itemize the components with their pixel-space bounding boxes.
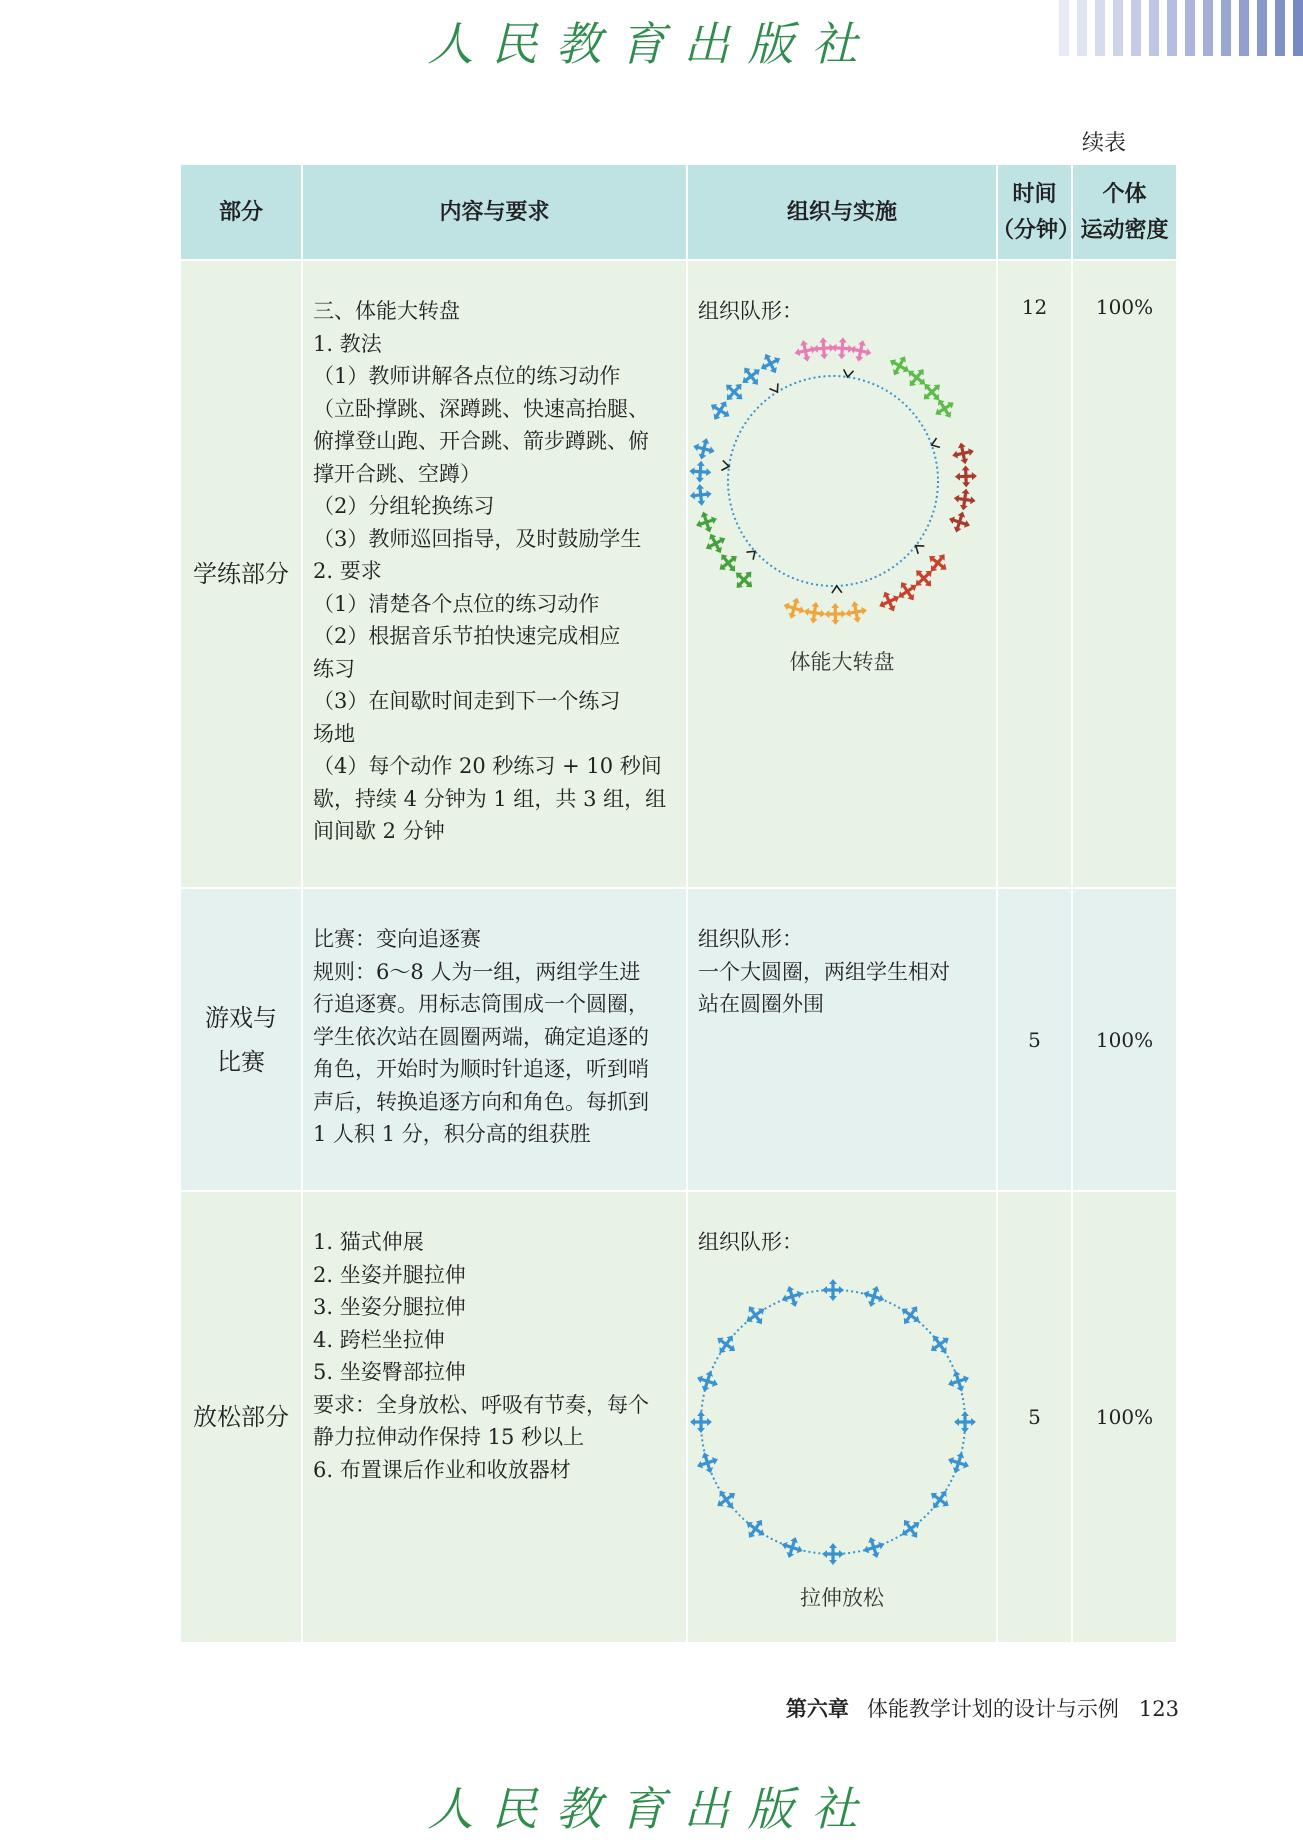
student-marker-icon [892,576,923,607]
text-line: 角色，开始时为顺时针追逐，听到哨 [313,1057,649,1081]
student-marker-icon [693,508,721,536]
text-line: 行追逐赛。用标志筒围成一个圆圈， [313,992,649,1016]
text-line: 撑开合跳、空蹲） [313,461,481,486]
header-time-line1: 时间 [1012,181,1057,207]
table-header-row [181,165,1177,260]
student-marker-icon [711,1484,742,1515]
header-stripes [1013,0,1303,56]
stripe [1257,0,1267,56]
student-marker-icon [778,1283,806,1311]
text-line: 站在圆圈外围 [698,992,824,1016]
row2-part-line1: 游戏与 [205,1003,277,1032]
page-footer [786,1693,1179,1723]
row2-org-lines [698,923,988,1021]
student-marker-icon [802,600,827,625]
stripe [1131,0,1141,56]
student-marker-icon [780,594,807,621]
student-marker-icon [690,1411,712,1433]
student-marker-icon [860,1534,888,1562]
row3-density: 100% [1072,1191,1177,1643]
text-line: 2. 要求 [313,559,382,583]
stripe [1275,0,1285,56]
footer-chapter: 第六章 [785,1696,849,1721]
stripe [1167,0,1177,56]
text-line: 场地 [313,721,355,746]
text-line: 3. 坐姿分腿拉伸 [313,1295,466,1319]
student-marker-icon [756,349,786,379]
header-density [1072,165,1177,260]
text-line: 三、体能大转盘 [313,299,460,323]
row1-org [687,260,997,888]
header-content: 内容与要求 [302,165,687,260]
text-line: 一个大圆圈，两组学生相对 [698,959,950,984]
table-row [181,260,1177,888]
row2-content-lines [313,923,676,1151]
student-marker-icon [792,338,818,364]
table-row [181,888,1177,1191]
text-line: （3）教师巡回指导，及时鼓励学生 [313,526,642,551]
text-line: 静力拉伸动作保持 15 秒以上 [313,1425,585,1449]
student-marker-icon [694,1367,722,1395]
student-marker-icon [705,395,735,425]
stripe [1185,0,1195,56]
student-marker-icon [740,1300,771,1331]
text-line: 学生依次站在圆圈两端，确定追逐的 [313,1024,649,1049]
text-line: 1. 猫式伸展 [313,1230,424,1254]
student-marker-icon [694,1449,722,1477]
text-line: 规则：6～8 人为一组，两组学生进 [313,959,641,984]
publisher-logo-bottom: 人民教育出版社 [427,1782,876,1836]
direction-arrow-icon [832,586,842,593]
student-marker-icon [740,1513,771,1544]
student-marker-icon [822,1279,844,1301]
stripe [1293,0,1303,56]
student-marker-icon [945,1449,973,1477]
row2-part-line2: 比赛 [217,1047,265,1076]
student-marker-icon [689,460,712,483]
dotted-circle-path [728,376,938,586]
text-line: 练习 [313,656,355,681]
stripe [1095,0,1105,56]
publisher-logo-top: 人民教育出版社 [427,17,876,71]
table-row [181,1191,1177,1643]
row1-part: 学练部分 [181,260,302,888]
stripe [1113,0,1123,56]
student-marker-icon [822,1543,844,1565]
text-line: （2）分组轮换练习 [313,494,495,518]
stripe [1077,0,1087,56]
text-line: 5. 坐姿臀部拉伸 [313,1360,466,1384]
turntable-caption: 体能大转盘 [789,650,895,674]
text-line: 间间歇 2 分钟 [313,819,445,843]
row2-time: 5 [997,888,1072,1191]
student-marker-icon [924,1329,955,1360]
row3-org-label: 组织队形： [698,1230,803,1254]
header-part: 部分 [181,165,302,260]
student-marker-icon [860,1283,888,1311]
lesson-plan-table [181,165,1178,1644]
text-line: 组织队形： [698,927,803,951]
student-marker-icon [945,1367,973,1395]
text-line: （4）每个动作 20 秒练习 + 10 秒间 [313,754,662,778]
row3-content-lines [313,1226,676,1486]
text-line: （立卧撑跳、深蹲跳、快速高抬腿、 [313,396,649,421]
text-line: 俯撑登山跑、开合跳、箭步蹲跳、俯 [313,429,649,453]
student-marker-icon [843,599,868,624]
student-marker-icon [895,1300,926,1331]
stripe [1239,0,1249,56]
text-line: 要求：全身放松、呼吸有节奏，每个 [313,1392,649,1417]
row3-time: 5 [997,1191,1072,1643]
student-marker-icon [954,1411,976,1433]
dotted-circle-path [701,1290,965,1554]
turntable-formation-diagram [688,336,998,626]
row2-content [302,888,687,1191]
stripe [1059,0,1069,56]
header-time-line2: （分钟） [992,217,1081,243]
student-marker-icon [950,440,976,466]
row2-org [687,888,997,1191]
student-marker-icon [929,393,959,423]
text-line: （1）教师讲解各点位的练习动作 [313,364,621,388]
student-marker-icon [946,508,974,536]
text-line: 歇，持续 4 分钟为 1 组，共 3 组，组 [313,786,667,811]
student-marker-icon [689,483,713,507]
row1-content-lines [313,295,676,848]
direction-arrow-icon [769,383,781,394]
stretch-formation-diagram [688,1277,998,1567]
stripe [1149,0,1159,56]
header-density-line1: 个体 [1102,181,1147,207]
row3-content [302,1191,687,1643]
student-marker-icon [875,587,904,616]
row3-org [687,1191,997,1643]
student-marker-icon [824,603,846,625]
text-line: 1 人积 1 分，积分高的组获胜 [313,1122,591,1146]
stripe [1203,0,1213,56]
footer-title: 体能教学计划的设计与示例 [866,1697,1119,1721]
row1-density: 100% [1072,260,1177,888]
student-marker-icon [955,465,978,488]
text-line: 4. 跨栏坐拉伸 [313,1327,445,1352]
text-line: 1. 教法 [313,331,382,356]
student-marker-icon [778,1534,806,1562]
row3-part: 放松部分 [181,1191,302,1643]
text-line: 6. 布置课后作业和收放器材 [313,1457,571,1482]
stretch-caption: 拉伸放松 [800,1586,884,1610]
student-marker-icon [895,1513,926,1544]
student-marker-icon [701,529,731,559]
text-line: 2. 坐姿并腿拉伸 [313,1262,466,1287]
row1-content [302,260,687,888]
header-time [992,165,1081,260]
text-line: 比赛：变向追逐赛 [313,927,481,951]
row1-time: 12 [997,260,1072,888]
row2-density: 100% [1072,888,1177,1191]
text-line: （1）清楚各个点位的练习动作 [313,591,600,616]
text-line: （2）根据音乐节拍快速完成相应 [313,624,621,648]
student-marker-icon [952,487,977,512]
row1-org-label: 组织队形： [698,299,803,323]
student-marker-icon [924,1484,955,1515]
footer-page-number: 123 [1138,1697,1179,1721]
text-line: （3）在间歇时间走到下一个练习 [313,689,621,713]
continued-label: 续表 [1082,131,1127,156]
student-marker-icon [848,338,874,364]
student-marker-icon [691,435,718,462]
student-marker-icon [711,1329,742,1360]
row2-part [181,888,302,1191]
header-org: 组织与实施 [687,165,997,260]
stripe [1221,0,1231,56]
student-marker-icon [812,337,835,360]
text-line: 声后，转换追逐方向和角色。每抓到 [313,1089,649,1114]
header-density-line2: 运动密度 [1080,217,1169,243]
